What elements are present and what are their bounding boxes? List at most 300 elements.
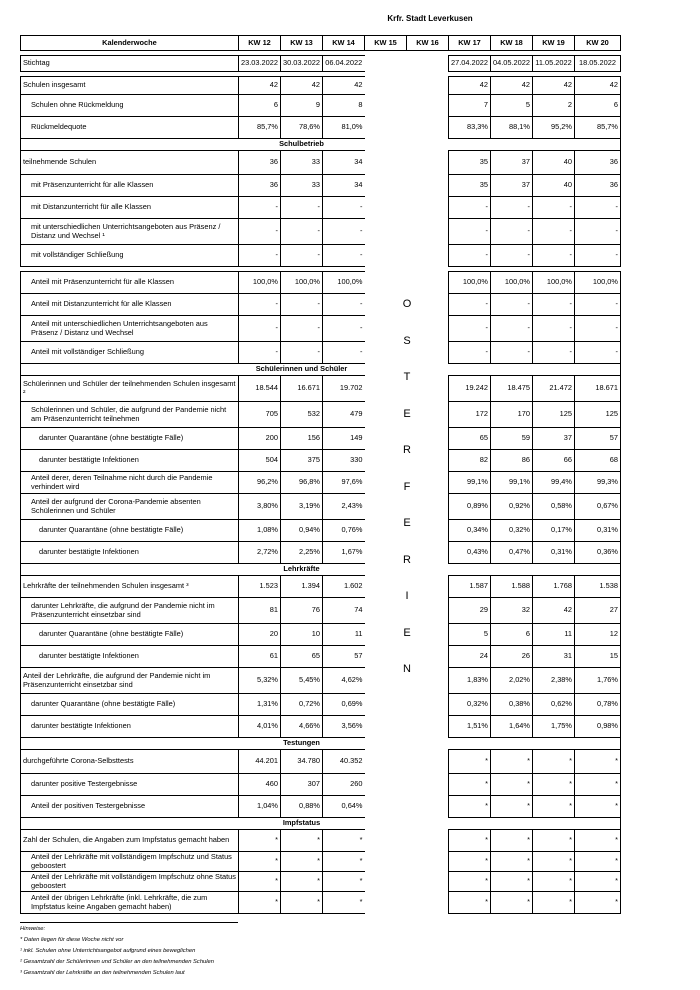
section-row <box>21 818 621 830</box>
cell-value: 6 <box>491 624 533 646</box>
ostern-letter: O <box>402 298 412 310</box>
ostern-letter: E <box>403 517 411 529</box>
cell-value: - <box>449 316 491 342</box>
cell-value: - <box>491 342 533 364</box>
cell-value: 85,7% <box>575 117 621 139</box>
cell-value: * <box>575 872 621 892</box>
cell-value: 0,89% <box>449 494 491 520</box>
cell-value: - <box>575 245 621 267</box>
header-week: KW 18 <box>491 36 533 51</box>
cell-value: 705 <box>239 402 281 428</box>
cell-value: - <box>449 245 491 267</box>
table-row <box>21 272 621 294</box>
cell-value: * <box>533 796 575 818</box>
cell-value: * <box>491 830 533 852</box>
row-label: darunter bestätigte Infektionen <box>21 542 239 564</box>
cell-value: 96,8% <box>281 472 323 494</box>
cell-value: 34 <box>323 175 365 197</box>
table-row <box>21 542 621 564</box>
cell-value: 0,31% <box>533 542 575 564</box>
cell-value: 1.523 <box>239 576 281 598</box>
cell-value: 1,67% <box>323 542 365 564</box>
cell-value: - <box>533 197 575 219</box>
cell-value: 330 <box>323 450 365 472</box>
cell-value: 44.201 <box>239 750 281 774</box>
cell-value: 8 <box>323 95 365 117</box>
cell-value: 16.671 <box>281 376 323 402</box>
row-label: Anteil der Lehrkräfte mit vollständigem Impfschutz ohne Status geboostert <box>21 872 239 892</box>
cell-value: * <box>281 852 323 872</box>
cell-value: 36 <box>239 175 281 197</box>
row-label: durchgeführte Corona-Selbsttests <box>21 750 239 774</box>
row-label: darunter positive Testergebnisse <box>21 774 239 796</box>
cell-value: 42 <box>491 77 533 95</box>
table-row <box>21 219 621 245</box>
cell-value: * <box>239 892 281 914</box>
cell-value: 0,17% <box>533 520 575 542</box>
cell-value: 0,67% <box>575 494 621 520</box>
cell-value: 1,31% <box>239 694 281 716</box>
row-label: Zahl der Schulen, die Angaben zum Impfstatus gemacht haben <box>21 830 239 852</box>
cell-value: - <box>239 197 281 219</box>
cell-value: * <box>575 774 621 796</box>
note-4: ³ Gesamtzahl der Lehrkräfte an den teilnehmenden Schulen laut <box>20 970 185 976</box>
note-3: ² Gesamtzahl der Schülerinnen und Schüler an den teilnehmenden Schulen <box>20 959 214 965</box>
cell-value: 20 <box>239 624 281 646</box>
cell-value: - <box>449 197 491 219</box>
cell-value: * <box>533 750 575 774</box>
header-week: KW 12 <box>239 36 281 51</box>
cell-value: 33 <box>281 151 323 175</box>
cell-value: 36 <box>575 151 621 175</box>
cell-value: 57 <box>575 428 621 450</box>
cell-value: - <box>239 342 281 364</box>
cell-value: - <box>323 294 365 316</box>
cell-value: - <box>239 245 281 267</box>
cell-value: 0,98% <box>575 716 621 738</box>
row-label: Anteil mit Distanzunterricht für alle Klassen <box>21 294 239 316</box>
cell-value: * <box>491 774 533 796</box>
cell-value: 1.394 <box>281 576 323 598</box>
cell-value: 172 <box>449 402 491 428</box>
cell-value: 33 <box>281 175 323 197</box>
cell-value: * <box>323 892 365 914</box>
cell-value: 32 <box>491 598 533 624</box>
corona-schools-table <box>20 35 621 914</box>
cell-value: * <box>533 774 575 796</box>
row-label: darunter Lehrkräfte, die aufgrund der Pandemie nicht im Präsenzunterricht einsetzbar sind <box>21 598 239 624</box>
cell-value: * <box>281 830 323 852</box>
cell-value: * <box>239 872 281 892</box>
cell-value: 99,1% <box>449 472 491 494</box>
table-row <box>21 197 621 219</box>
cell-value: 65 <box>281 646 323 668</box>
cell-value: - <box>491 219 533 245</box>
cell-value: 18.671 <box>575 376 621 402</box>
row-label: Anteil der übrigen Lehrkräfte (inkl. Lehrkräfte, die zum Impfstatus keine Angaben gemacht haben) <box>21 892 239 914</box>
row-label: darunter bestätigte Infektionen <box>21 450 239 472</box>
cell-value: 0,62% <box>533 694 575 716</box>
cell-value: 2,02% <box>491 668 533 694</box>
cell-value: 37 <box>533 428 575 450</box>
cell-value: - <box>323 219 365 245</box>
cell-value: 0,69% <box>323 694 365 716</box>
cell-value: 1.602 <box>323 576 365 598</box>
cell-value: * <box>323 830 365 852</box>
table-row <box>21 576 621 598</box>
row-label: darunter Quarantäne (ohne bestätigte Fälle) <box>21 520 239 542</box>
cell-value: 0,32% <box>449 694 491 716</box>
table-row <box>21 95 621 117</box>
cell-value: - <box>323 316 365 342</box>
cell-value: * <box>533 892 575 914</box>
cell-value: 15 <box>575 646 621 668</box>
cell-value: - <box>491 197 533 219</box>
cell-value: 2,25% <box>281 542 323 564</box>
row-label: Anteil derer, deren Teilnahme nicht durch die Pandemie verhindert wird <box>21 472 239 494</box>
cell-value: 0,76% <box>323 520 365 542</box>
header-week: KW 14 <box>323 36 365 51</box>
cell-value: 100,0% <box>239 272 281 294</box>
cell-value: 34 <box>323 151 365 175</box>
cell-value: 42 <box>575 77 621 95</box>
cell-value: 5 <box>491 95 533 117</box>
cell-value: 0,31% <box>575 520 621 542</box>
organisation-name: Krfr. Stadt Leverkusen <box>387 14 473 23</box>
cell-value: - <box>239 294 281 316</box>
cell-value: 2,43% <box>323 494 365 520</box>
ostern-letter: F <box>403 480 411 493</box>
cell-value: 504 <box>239 450 281 472</box>
cell-value: 479 <box>323 402 365 428</box>
cell-value: 9 <box>281 95 323 117</box>
cell-value: - <box>239 219 281 245</box>
cell-value: 18.544 <box>239 376 281 402</box>
row-label: Rückmeldequote <box>21 117 239 139</box>
cell-value: - <box>533 219 575 245</box>
ostern-letter: S <box>403 334 411 347</box>
row-label: Anteil der Lehrkräfte, die aufgrund der Pandemie nicht im Präsenzunterricht einsetzbar sind <box>21 668 239 694</box>
cell-value: - <box>239 316 281 342</box>
cell-value: 10 <box>281 624 323 646</box>
cell-value: 83,3% <box>449 117 491 139</box>
cell-value: * <box>323 872 365 892</box>
cell-value: 19.242 <box>449 376 491 402</box>
table-row <box>21 316 621 342</box>
cell-value: * <box>575 892 621 914</box>
table-row <box>21 428 621 450</box>
cell-value: 4,01% <box>239 716 281 738</box>
cell-value: - <box>533 245 575 267</box>
table-row <box>21 852 621 872</box>
cell-value: 307 <box>281 774 323 796</box>
cell-value: 66 <box>533 450 575 472</box>
cell-value: 99,4% <box>533 472 575 494</box>
cell-value: 3,56% <box>323 716 365 738</box>
table-row <box>21 494 621 520</box>
row-label: teilnehmende Schulen <box>21 151 239 175</box>
cell-value: 74 <box>323 598 365 624</box>
cell-value: 1.538 <box>575 576 621 598</box>
cell-value: * <box>239 830 281 852</box>
cell-value: 40.352 <box>323 750 365 774</box>
cell-value: 3,19% <box>281 494 323 520</box>
cell-value: 59 <box>491 428 533 450</box>
cell-value: 21.472 <box>533 376 575 402</box>
cell-value: - <box>491 294 533 316</box>
row-label: Anteil mit Präsenzunterricht für alle Klassen <box>21 272 239 294</box>
table-row <box>21 117 621 139</box>
header-week: KW 17 <box>449 36 491 51</box>
table-row <box>21 872 621 892</box>
cell-value: 4,66% <box>281 716 323 738</box>
row-label: darunter Quarantäne (ohne bestätigte Fälle) <box>21 694 239 716</box>
table-row <box>21 796 621 818</box>
cell-value: 27 <box>575 598 621 624</box>
cell-value: * <box>575 750 621 774</box>
table-row <box>21 376 621 402</box>
table-row <box>21 472 621 494</box>
header-week: KW 20 <box>575 36 621 51</box>
cell-value: - <box>575 294 621 316</box>
row-label: mit unterschiedlichen Unterrichtsangeboten aus Präsenz / Distanz und Wechsel ¹ <box>21 219 239 245</box>
cell-value: 1,51% <box>449 716 491 738</box>
cell-value: 18.05.2022 <box>575 56 621 72</box>
cell-value: - <box>491 245 533 267</box>
cell-value: 0,92% <box>491 494 533 520</box>
row-label: Schulen ohne Rückmeldung <box>21 95 239 117</box>
cell-value: * <box>533 830 575 852</box>
note-1: * Daten liegen für diese Woche nicht vor <box>20 937 124 943</box>
cell-value: 24 <box>449 646 491 668</box>
cell-value: 2,72% <box>239 542 281 564</box>
section-row <box>21 139 621 151</box>
cell-value: * <box>449 774 491 796</box>
cell-value: * <box>323 852 365 872</box>
cell-value: - <box>281 294 323 316</box>
cell-value: - <box>281 316 323 342</box>
row-label: darunter bestätigte Infektionen <box>21 646 239 668</box>
section-title: Impfstatus <box>239 818 365 830</box>
cell-value: - <box>323 197 365 219</box>
cell-value: 40 <box>533 175 575 197</box>
note-2: ¹ inkl. Schulen ohne Unterrichtsangebot aufgrund eines beweglichen <box>20 948 196 954</box>
section-title: Lehrkräfte <box>239 564 365 576</box>
cell-value: 35 <box>449 175 491 197</box>
cell-value: - <box>533 316 575 342</box>
row-label: Anteil der Lehrkräfte mit vollständigem Impfschutz und Status geboostert <box>21 852 239 872</box>
row-label: mit Präsenzunterricht für alle Klassen <box>21 175 239 197</box>
cell-value: 36 <box>575 175 621 197</box>
cell-value: 0,94% <box>281 520 323 542</box>
cell-value: * <box>239 852 281 872</box>
cell-value: 1,76% <box>575 668 621 694</box>
section-title: Schulbetrieb <box>239 139 365 151</box>
cell-value: 42 <box>449 77 491 95</box>
section-row <box>21 564 621 576</box>
cell-value: * <box>491 892 533 914</box>
cell-value: 42 <box>533 77 575 95</box>
cell-value: 82 <box>449 450 491 472</box>
cell-value: 61 <box>239 646 281 668</box>
cell-value: 0,32% <box>491 520 533 542</box>
table-row <box>21 598 621 624</box>
ostern-letter: E <box>403 407 411 420</box>
cell-value: 88,1% <box>491 117 533 139</box>
table-row <box>21 151 621 175</box>
cell-value: 170 <box>491 402 533 428</box>
cell-value: 1,08% <box>239 520 281 542</box>
cell-value: 0,58% <box>533 494 575 520</box>
cell-value: 34.780 <box>281 750 323 774</box>
cell-value: 0,72% <box>281 694 323 716</box>
cell-value: 5 <box>449 624 491 646</box>
cell-value: 37 <box>491 175 533 197</box>
cell-value: * <box>491 872 533 892</box>
cell-value: 42 <box>323 77 365 95</box>
cell-value: 532 <box>281 402 323 428</box>
section-title: Schülerinnen und Schüler <box>239 364 365 376</box>
row-label: Schulen insgesamt <box>21 77 239 95</box>
row-label: mit Distanzunterricht für alle Klassen <box>21 197 239 219</box>
cell-value: - <box>533 342 575 364</box>
cell-value: * <box>449 852 491 872</box>
cell-value: 04.05.2022 <box>491 56 533 72</box>
cell-value: 1,75% <box>533 716 575 738</box>
cell-value: - <box>575 342 621 364</box>
cell-value: * <box>491 852 533 872</box>
table-row <box>21 694 621 716</box>
cell-value: 76 <box>281 598 323 624</box>
cell-value: 97,6% <box>323 472 365 494</box>
cell-value: 200 <box>239 428 281 450</box>
row-label: Anteil mit vollständiger Schließung <box>21 342 239 364</box>
cell-value: 81 <box>239 598 281 624</box>
cell-value: 11.05.2022 <box>533 56 575 72</box>
cell-value: * <box>449 830 491 852</box>
cell-value: 57 <box>323 646 365 668</box>
ostern-letter: N <box>403 663 411 675</box>
cell-value: 100,0% <box>491 272 533 294</box>
cell-value: 100,0% <box>449 272 491 294</box>
cell-value: 23.03.2022 <box>239 56 281 72</box>
cell-value: - <box>449 342 491 364</box>
cell-value: 6 <box>575 95 621 117</box>
cell-value: 460 <box>239 774 281 796</box>
cell-value: * <box>575 830 621 852</box>
cell-value: 19.702 <box>323 376 365 402</box>
cell-value: 1.587 <box>449 576 491 598</box>
cell-value: 0,88% <box>281 796 323 818</box>
table-row <box>21 892 621 914</box>
row-label: darunter Quarantäne (ohne bestätigte Fälle) <box>21 428 239 450</box>
cell-value: 78,6% <box>281 117 323 139</box>
cell-value: 100,0% <box>323 272 365 294</box>
cell-value: 1.768 <box>533 576 575 598</box>
footnotes <box>20 922 260 981</box>
section-title: Testungen <box>239 738 365 750</box>
cell-value: 1,04% <box>239 796 281 818</box>
cell-value: 81,0% <box>323 117 365 139</box>
cell-value: - <box>281 245 323 267</box>
cell-value: * <box>281 872 323 892</box>
cell-value: - <box>281 197 323 219</box>
row-label: Stichtag <box>21 56 239 72</box>
cell-value: * <box>575 852 621 872</box>
cell-value: - <box>533 294 575 316</box>
cell-value: 95,2% <box>533 117 575 139</box>
row-label: mit vollständiger Schließung <box>21 245 239 267</box>
table-row <box>21 668 621 694</box>
cell-value: * <box>281 892 323 914</box>
cell-value: * <box>449 892 491 914</box>
notes-title: Hinweise: <box>20 926 46 932</box>
cell-value: - <box>281 219 323 245</box>
cell-value: 26 <box>491 646 533 668</box>
section-row <box>21 738 621 750</box>
cell-value: 40 <box>533 151 575 175</box>
table-row <box>21 175 621 197</box>
cell-value: 0,78% <box>575 694 621 716</box>
cell-value: 86 <box>491 450 533 472</box>
cell-value: 0,34% <box>449 520 491 542</box>
header-week: KW 15 <box>365 36 407 51</box>
cell-value: 0,64% <box>323 796 365 818</box>
cell-value: 100,0% <box>533 272 575 294</box>
cell-value: 7 <box>449 95 491 117</box>
cell-value: 0,43% <box>449 542 491 564</box>
table-row <box>21 294 621 316</box>
cell-value: * <box>533 872 575 892</box>
table-row <box>21 245 621 267</box>
cell-value: - <box>575 219 621 245</box>
row-label: Lehrkräfte der teilnehmenden Schulen insgesamt ³ <box>21 576 239 598</box>
cell-value: 125 <box>575 402 621 428</box>
cell-value: 1.588 <box>491 576 533 598</box>
cell-value: * <box>533 852 575 872</box>
cell-value: 2,38% <box>533 668 575 694</box>
cell-value: 100,0% <box>281 272 323 294</box>
cell-value: 42 <box>533 598 575 624</box>
cell-value: - <box>575 316 621 342</box>
cell-value: 42 <box>281 77 323 95</box>
cell-value: 85,7% <box>239 117 281 139</box>
cell-value: 68 <box>575 450 621 472</box>
osterferien-vertical-text <box>400 298 414 700</box>
cell-value: * <box>449 750 491 774</box>
table-row <box>21 450 621 472</box>
cell-value: 375 <box>281 450 323 472</box>
cell-value: - <box>491 316 533 342</box>
cell-value: - <box>281 342 323 364</box>
header-week: KW 13 <box>281 36 323 51</box>
cell-value: 99,1% <box>491 472 533 494</box>
cell-value: 99,3% <box>575 472 621 494</box>
table-row <box>21 774 621 796</box>
cell-value: 42 <box>239 77 281 95</box>
ostern-letter: I <box>405 590 409 602</box>
cell-value: * <box>575 796 621 818</box>
table-row <box>21 624 621 646</box>
cell-value: 1,83% <box>449 668 491 694</box>
row-label: Anteil der aufgrund der Corona-Pandemie absenten Schülerinnen und Schüler <box>21 494 239 520</box>
cell-value: 5,32% <box>239 668 281 694</box>
cell-value: - <box>575 197 621 219</box>
cell-value: 3,80% <box>239 494 281 520</box>
cell-value: 35 <box>449 151 491 175</box>
cell-value: - <box>449 219 491 245</box>
header-label: Kalenderwoche <box>21 36 239 51</box>
